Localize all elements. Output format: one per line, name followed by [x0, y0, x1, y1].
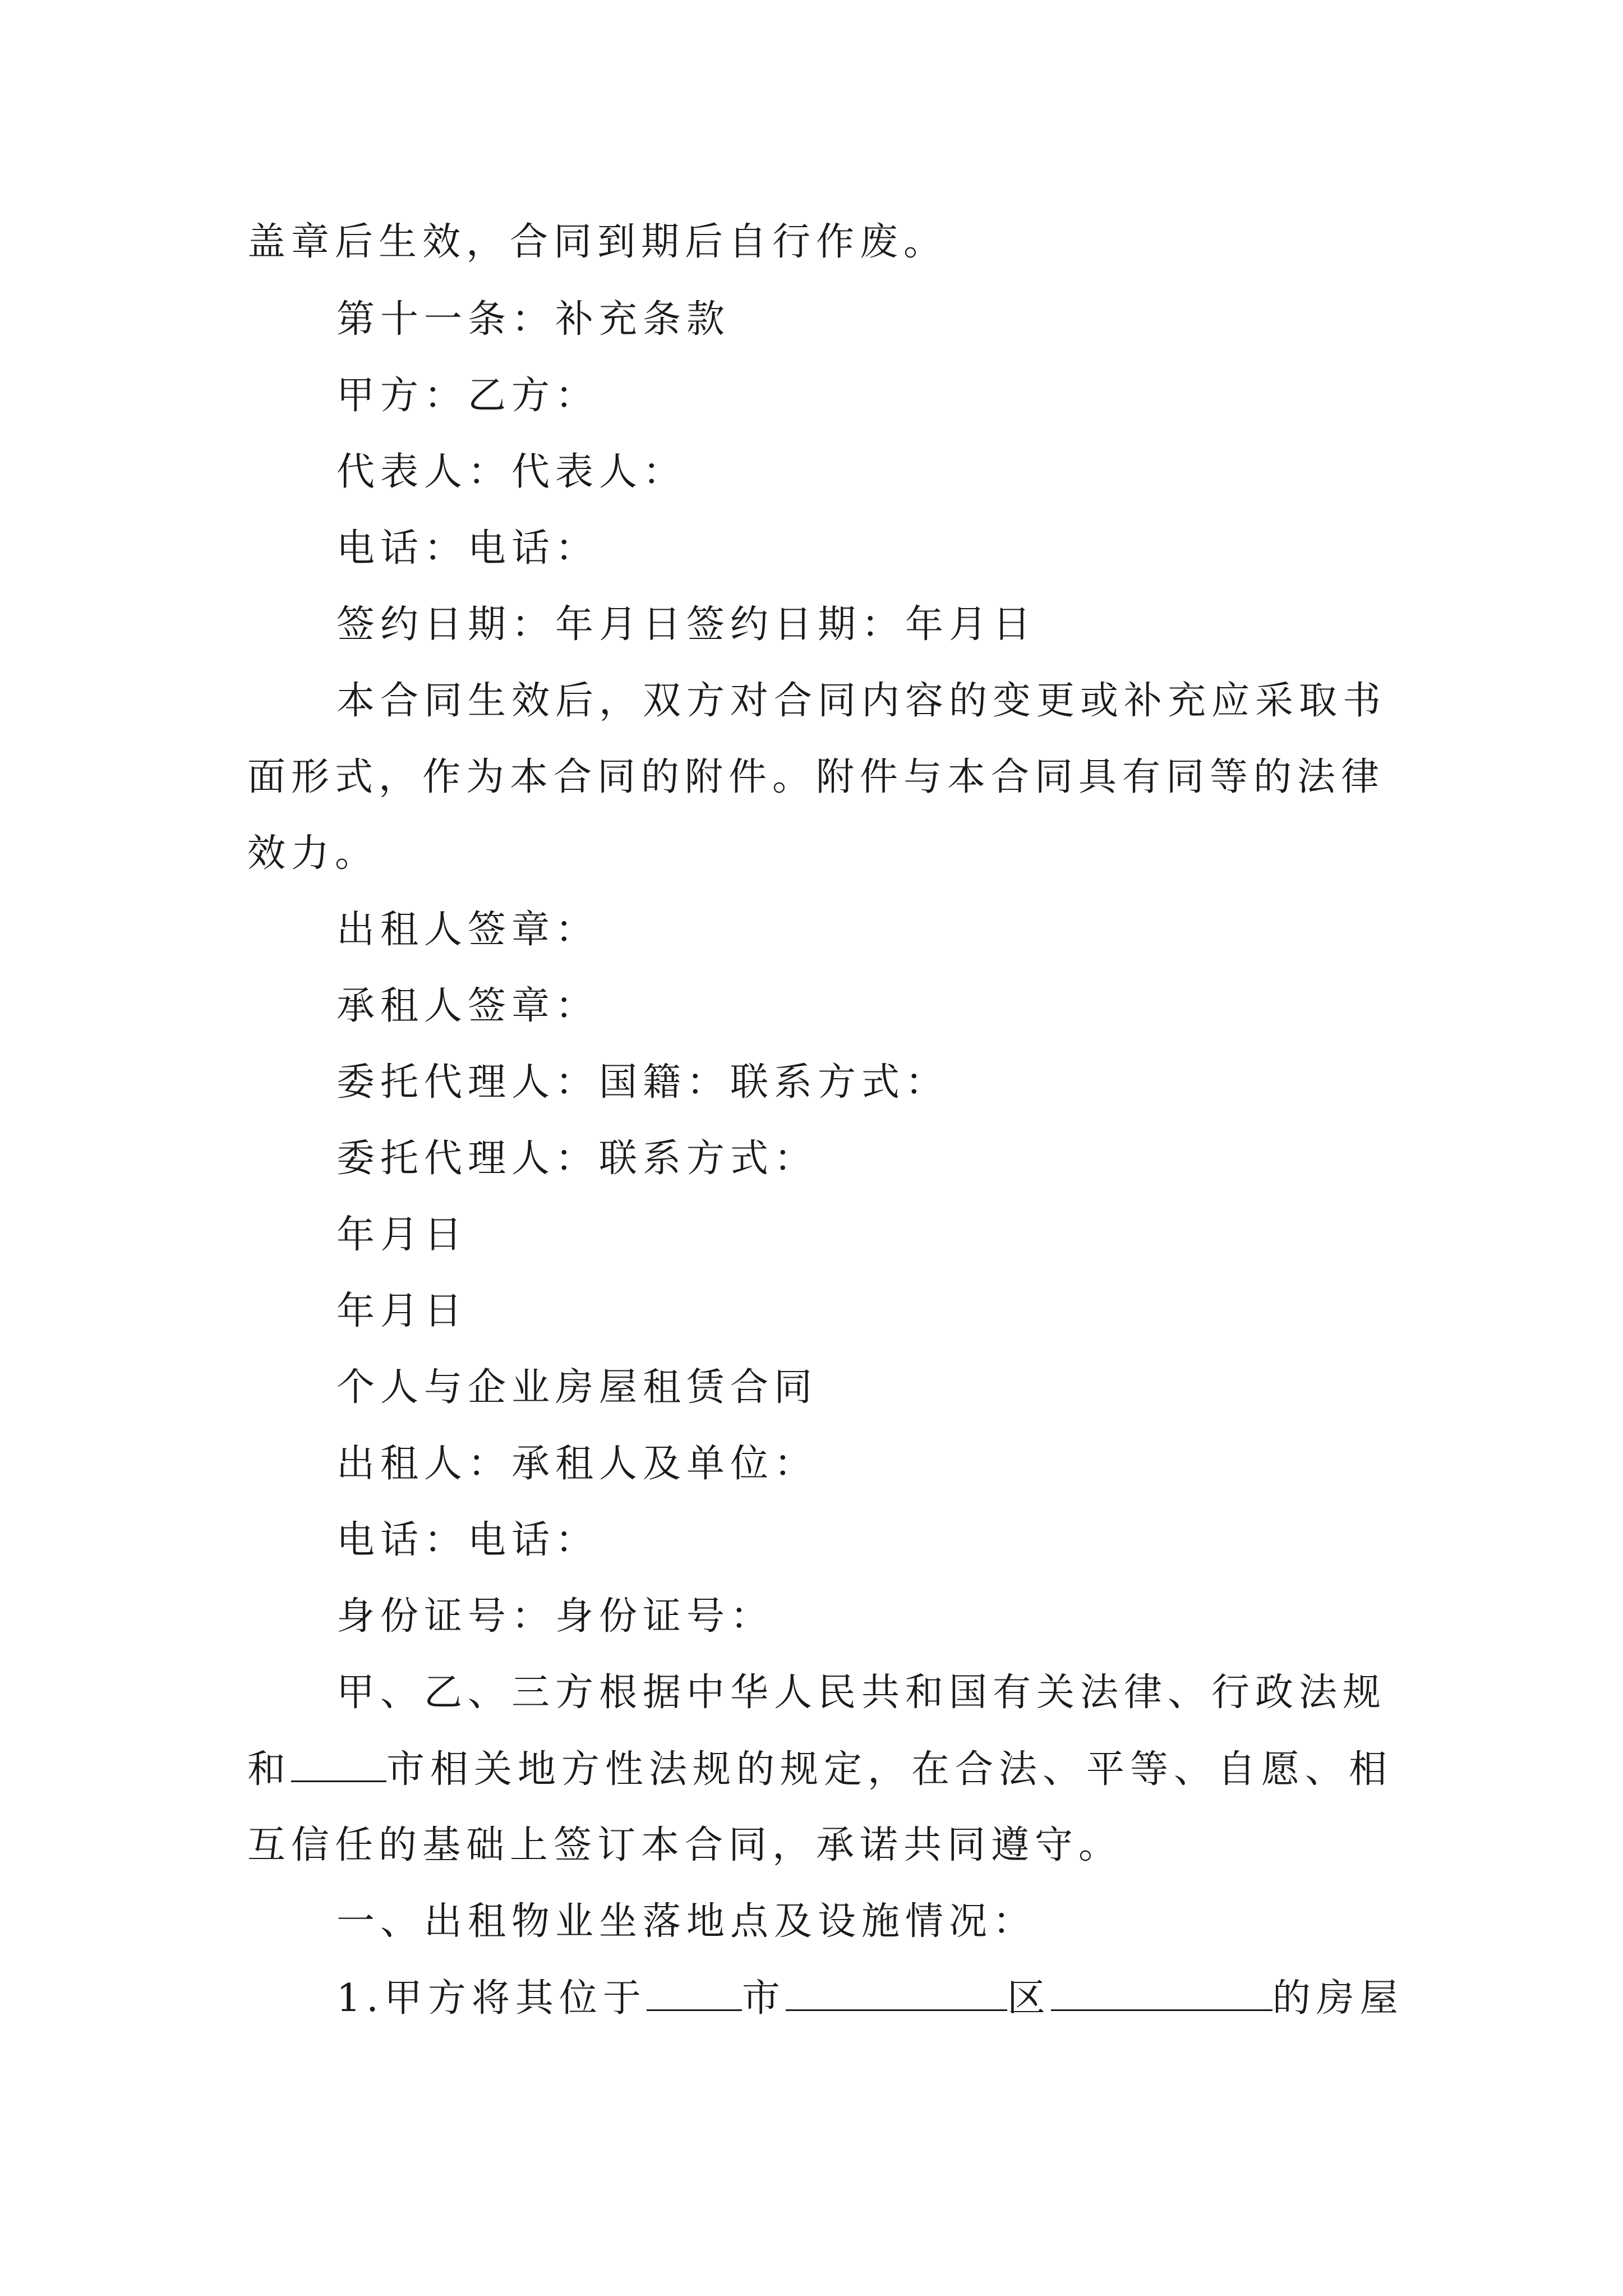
- text-fragment: 区: [1007, 1976, 1051, 2021]
- text-line: 出租人签章：: [336, 908, 600, 952]
- fill-in-blank: [1051, 1976, 1272, 2011]
- paragraph-line: 甲、乙、三方根据中华人民共和国有关法律、行政法规: [336, 1671, 1387, 1715]
- text-fragment: 的房屋: [1272, 1976, 1404, 2021]
- text-line: 身份证号：身份证号：: [336, 1594, 774, 1639]
- text-fragment: 1.甲方将其位于: [336, 1976, 647, 2021]
- contract-title: 个人与企业房屋租赁合同: [336, 1365, 818, 1410]
- text-line: 出租人：承租人及单位：: [336, 1442, 818, 1486]
- text-line: 委托代理人：国籍：联系方式：: [336, 1060, 949, 1105]
- text-line: 电话：电话：: [336, 526, 600, 570]
- clause-heading: 第十一条：补充条款: [336, 297, 731, 342]
- text-line: 电话：电话：: [336, 1518, 600, 1562]
- text-line: 承租人签章：: [336, 984, 600, 1028]
- fill-in-blank: [291, 1747, 386, 1782]
- text-fragment: 和: [247, 1747, 292, 1792]
- date-line: 年月日: [336, 1213, 468, 1257]
- text-line: 代表人：代表人：: [336, 450, 687, 494]
- text-fragment: 市: [741, 1976, 786, 2021]
- paragraph-line: [247, 1747, 1393, 1792]
- fill-in-blank: [647, 1976, 742, 2011]
- paragraph-line: 本合同生效后，双方对合同内容的变更或补充应采取书: [336, 679, 1387, 723]
- paragraph-line: [336, 1976, 1404, 2021]
- date-line: 年月日: [336, 1289, 468, 1333]
- text-line: 签约日期：年月日签约日期：年月日: [336, 602, 1037, 647]
- fill-in-blank: [786, 1976, 1007, 2011]
- paragraph-line: 面形式，作为本合同的附件。附件与本合同具有同等的法律: [247, 755, 1385, 799]
- text-line: 委托代理人：联系方式：: [336, 1137, 818, 1181]
- text-line: 盖章后生效，合同到期后自行作废。: [247, 220, 948, 264]
- paragraph-line: 互信任的基础上签订本合同，承诺共同遵守。: [247, 1823, 1123, 1867]
- section-heading: 一、出租物业坐落地点及设施情况：: [336, 1899, 1037, 1944]
- text-line: 甲方：乙方：: [336, 374, 600, 418]
- paragraph-line: 效力。: [247, 831, 379, 876]
- text-fragment: 市相关地方性法规的规定，在合法、平等、自愿、相: [386, 1747, 1393, 1792]
